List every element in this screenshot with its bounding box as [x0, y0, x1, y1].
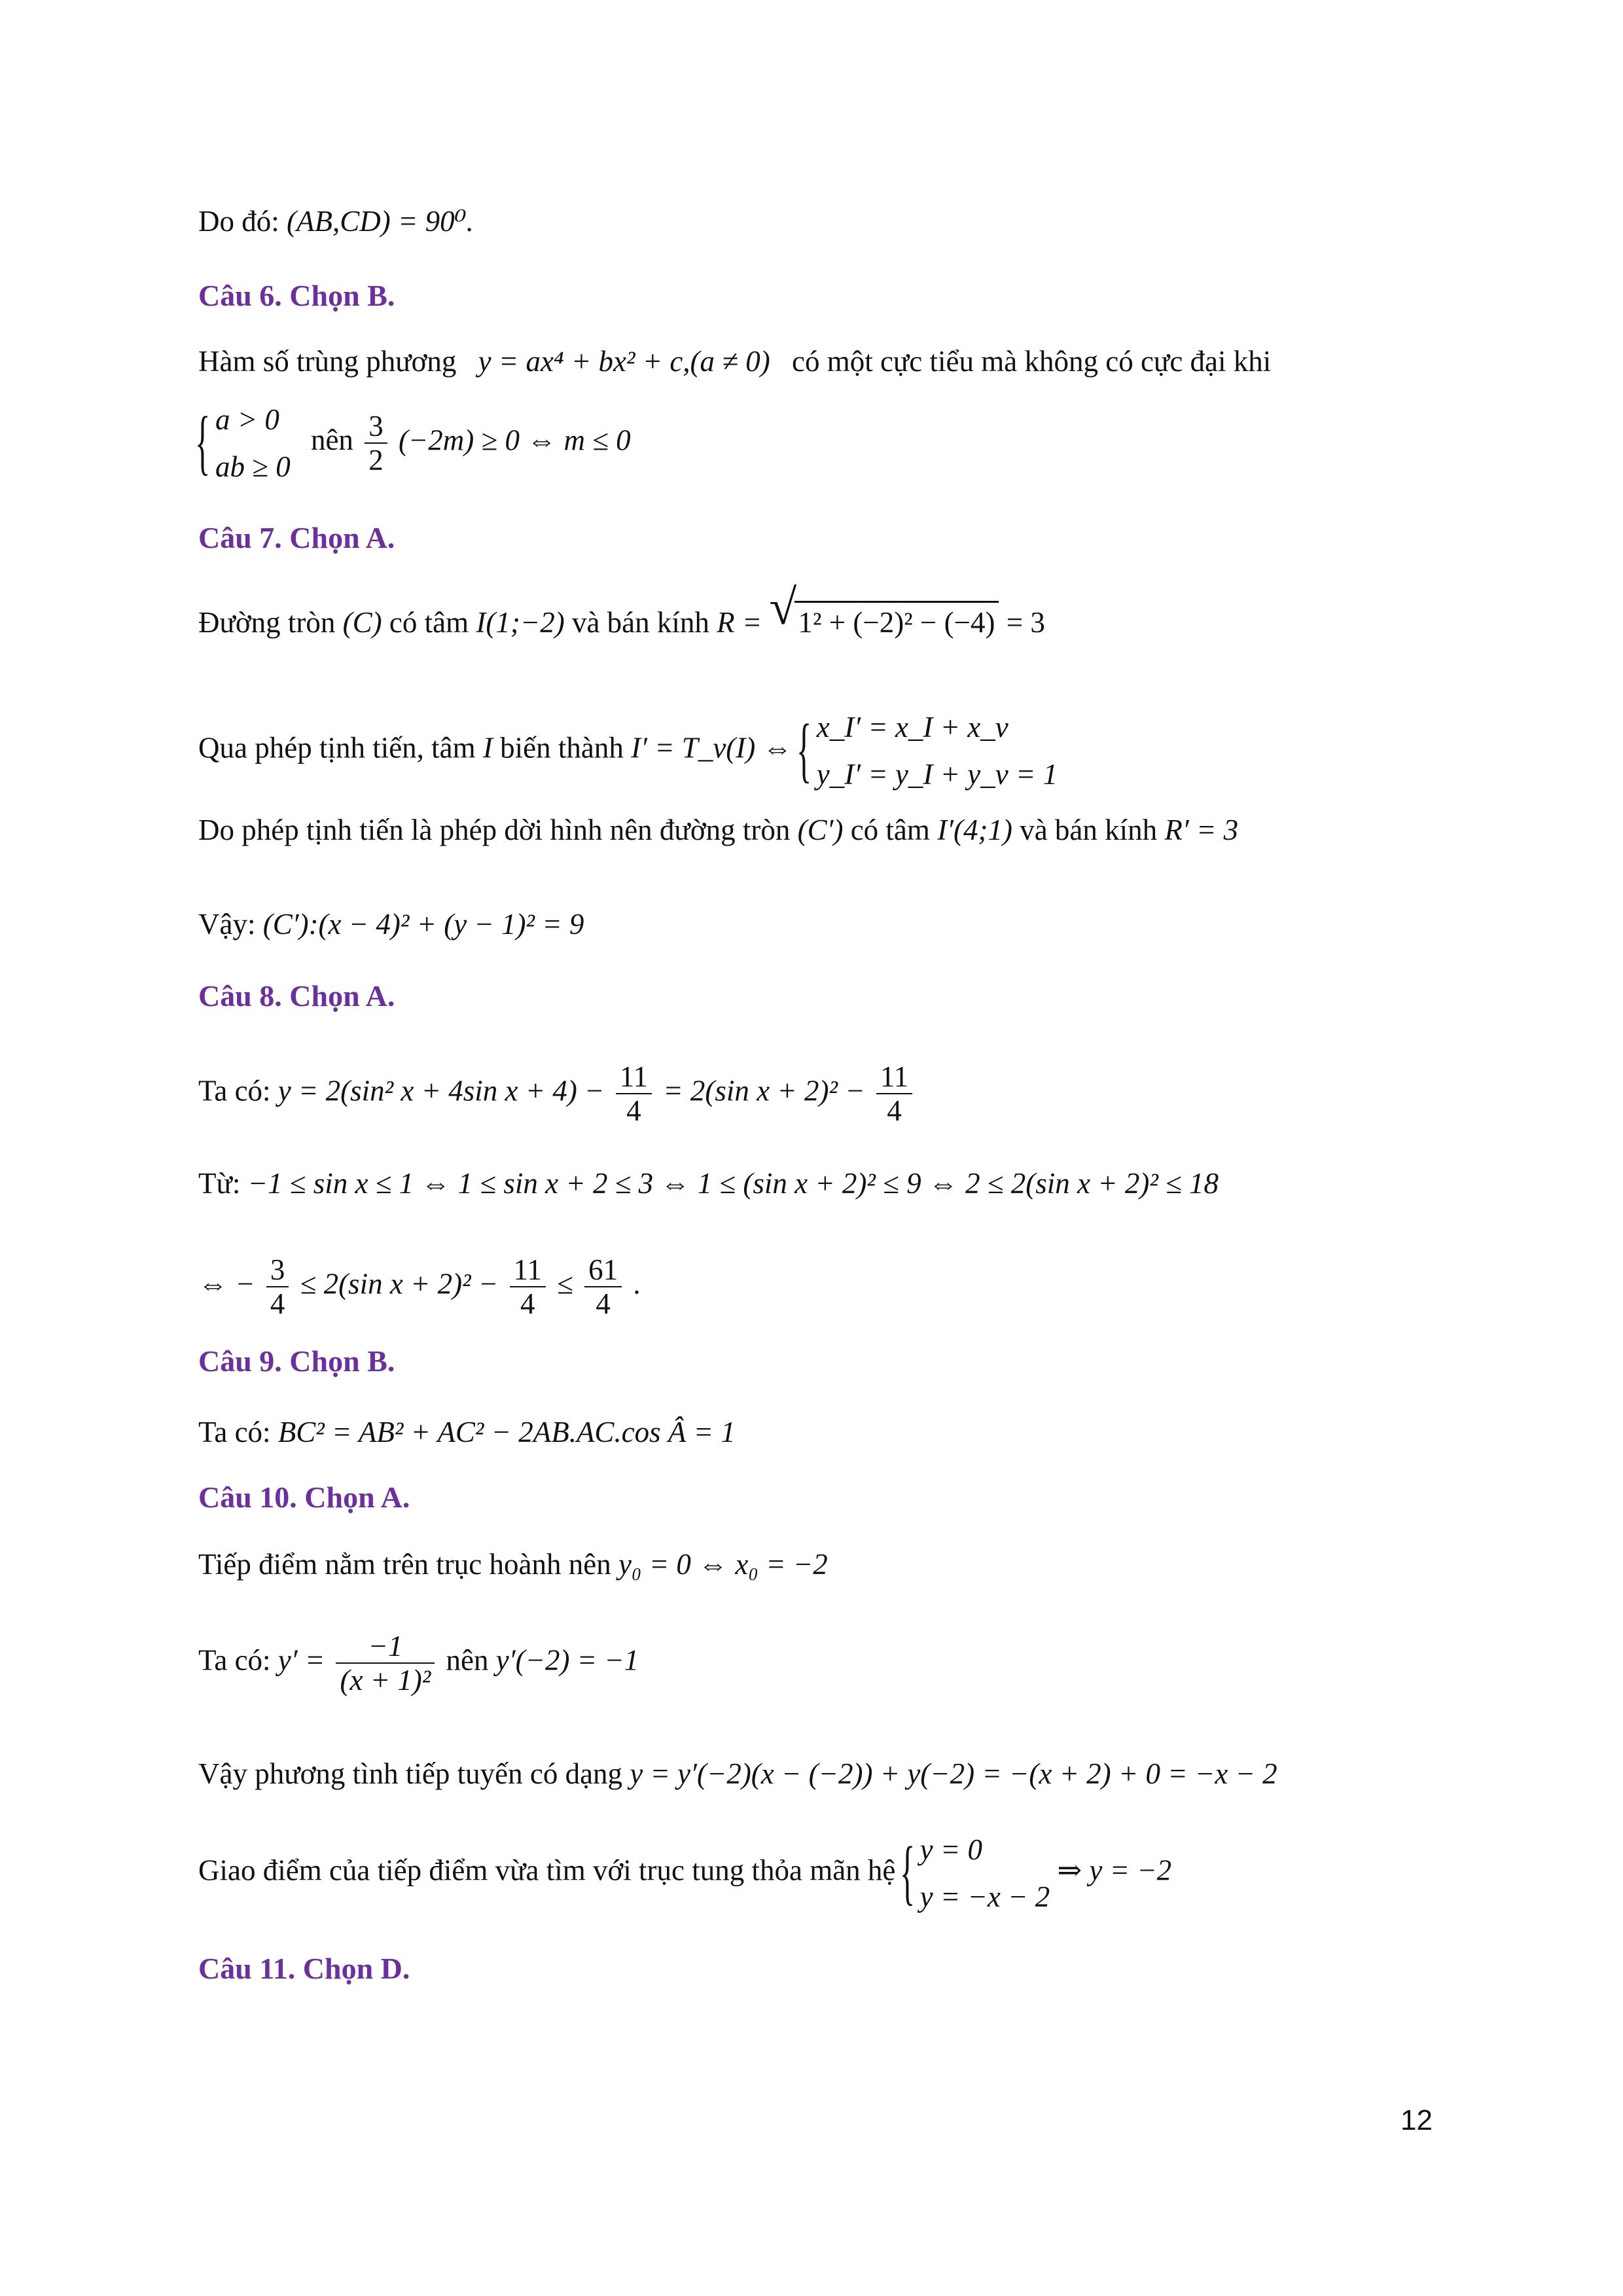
formula: y′ = — [277, 1643, 325, 1677]
formula: ≤ — [557, 1267, 573, 1300]
formula: y = ax⁴ + bx² + c,(a ≠ 0) — [478, 345, 770, 378]
system-row: y_I′ = y_I + y_v = 1 — [816, 758, 1058, 791]
heading-cau-10: Câu 10. Chọn A. — [198, 1480, 410, 1514]
text: . — [633, 1267, 641, 1300]
numerator: 11 — [876, 1060, 912, 1094]
fraction — [616, 1060, 652, 1127]
formula: ⇔ − — [198, 1267, 255, 1300]
text: Ta có: — [198, 1074, 271, 1107]
fraction — [365, 410, 387, 476]
heading-cau-11: Câu 11. Chọn D. — [198, 1952, 410, 1985]
fraction — [336, 1630, 435, 1696]
formula: I — [482, 731, 493, 764]
system-row: { a > 0 — [215, 403, 279, 436]
text: và bán kính — [571, 606, 709, 639]
cau10-line-1 — [198, 1545, 828, 1584]
formula: y = 2(sin² x + 4sin x + 4) − — [277, 1074, 605, 1107]
text: nên — [310, 423, 353, 457]
numerator: 3 — [266, 1253, 289, 1287]
heading-cau-6: Câu 6. Chọn B. — [198, 279, 395, 312]
text: Tiếp điểm nằm trên trục hoành nên — [198, 1548, 611, 1581]
cau7-line-4 — [198, 905, 584, 944]
cau7-line-2 — [198, 704, 1058, 798]
cau7-line-1 — [198, 601, 1045, 642]
system-row: y = −x − 2 — [919, 1880, 1050, 1913]
text: Hàm số trùng phương — [198, 345, 457, 378]
denominator: (x + 1)² — [340, 1664, 431, 1696]
formula: y′(−2) = −1 — [495, 1643, 639, 1677]
fraction — [266, 1253, 289, 1320]
numerator: −1 — [336, 1630, 435, 1664]
text: Ta có: — [198, 1416, 271, 1448]
radicand: 1² + (−2)² − (−4) — [794, 601, 999, 642]
heading-cau-9: Câu 9. Chọn B. — [198, 1344, 395, 1378]
square-root — [770, 601, 999, 642]
formula: (−2m) ≥ 0 ⇔ m ≤ 0 — [398, 423, 631, 457]
heading-cau-7: Câu 7. Chọn A. — [198, 521, 395, 554]
text: nên — [446, 1643, 489, 1677]
text: Do phép tịnh tiến là phép dời hình nên đường tròn — [198, 814, 791, 846]
text: Do đó: — [198, 205, 279, 238]
condition-system — [198, 396, 291, 490]
intersection-system — [903, 1826, 1050, 1920]
formula: = 2(sin x + 2)² − — [663, 1074, 865, 1107]
denominator: 4 — [270, 1287, 285, 1320]
formula: y₀ = 0 ⇔ x₀ = −2 — [618, 1548, 828, 1581]
text: Qua phép tịnh tiến, tâm — [198, 731, 476, 764]
formula: = 3 — [1006, 606, 1045, 639]
denominator: 4 — [887, 1094, 902, 1127]
formula: y = y′(−2)(x − (−2)) + y(−2) = −(x + 2) + 0 = −x − 2 — [630, 1757, 1277, 1790]
numerator: 3 — [365, 410, 387, 444]
text: Giao điểm của tiếp điểm vừa tìm với trục tung thỏa mãn hệ — [198, 1854, 896, 1887]
formula: I′(4;1) — [937, 814, 1012, 846]
cau9-line-1 — [198, 1412, 736, 1452]
fraction — [584, 1253, 622, 1320]
cau10-line-4 — [198, 1826, 1171, 1920]
cau6-line-2 — [198, 396, 631, 490]
numerator: 11 — [616, 1060, 652, 1094]
denominator: 4 — [596, 1287, 611, 1320]
formula: BC² = AB² + AC² − 2AB.AC.cos Â = 1 — [277, 1416, 736, 1448]
translation-system — [800, 704, 1058, 798]
text: Vậy phương tình tiếp tuyến có dạng — [198, 1757, 623, 1790]
page-number: 12 — [1400, 2104, 1433, 2136]
formula: (C′) — [797, 814, 844, 846]
formula: ⇒ y = −2 — [1057, 1854, 1172, 1887]
conclusion-line — [198, 202, 474, 241]
cau8-line-3 — [198, 1253, 641, 1320]
text: có tâm — [389, 606, 469, 639]
heading-cau-8: Câu 8. Chọn A. — [198, 979, 395, 1013]
formula: (AB,CD) = 90⁰. — [287, 205, 474, 238]
denominator: 4 — [520, 1287, 535, 1320]
cau6-line-1 — [198, 342, 1271, 381]
formula: (C) — [342, 606, 382, 639]
formula: I′ = T_v(I) ⇔ — [631, 731, 793, 764]
numerator: 11 — [510, 1253, 546, 1287]
cau8-line-2 — [198, 1164, 1219, 1203]
text: và bán kính — [1020, 814, 1158, 846]
text: có tâm — [850, 814, 930, 846]
numerator: 61 — [584, 1253, 622, 1287]
formula: R = — [717, 606, 762, 639]
text: Đường tròn — [198, 606, 336, 639]
text: biến thành — [500, 731, 624, 764]
system-row: { y = 0 — [919, 1833, 983, 1866]
text: Ta có: — [198, 1643, 271, 1677]
formula: (C′):(x − 4)² + (y − 1)² = 9 — [262, 908, 584, 941]
fraction — [876, 1060, 912, 1127]
cau7-line-3 — [198, 810, 1238, 850]
fraction — [510, 1253, 546, 1320]
cau8-line-1 — [198, 1060, 916, 1127]
text: có một cực tiểu mà không có cực đại khi — [791, 345, 1272, 378]
text: Vậy: — [198, 908, 256, 941]
formula: ≤ 2(sin x + 2)² − — [300, 1267, 499, 1300]
cau10-line-3 — [198, 1754, 1277, 1793]
system-row: ab ≥ 0 — [215, 450, 291, 483]
formula: −1 ≤ sin x ≤ 1 ⇔ 1 ≤ sin x + 2 ≤ 3 ⇔ 1 ≤ (sin x + 2)² ≤ 9 ⇔ 2 ≤ 2(sin x + 2)² ≤ 18 — [247, 1167, 1219, 1200]
text: Từ: — [198, 1167, 241, 1200]
cau10-line-2 — [198, 1630, 639, 1696]
denominator: 2 — [368, 444, 383, 476]
formula: R′ = 3 — [1164, 814, 1239, 846]
formula: I(1;−2) — [476, 606, 565, 639]
system-row: { x_I′ = x_I + x_v — [816, 711, 1008, 744]
denominator: 4 — [626, 1094, 641, 1127]
